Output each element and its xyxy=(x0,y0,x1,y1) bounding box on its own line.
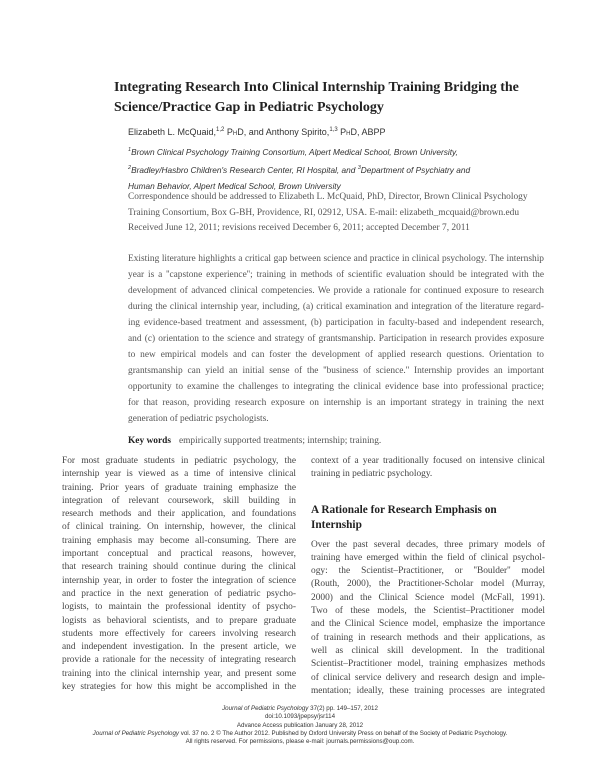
footer-copyright: Journal of Pediatric Psychology vol. 37 no. 2 © The Author 2012. Published by Oxford University Press on behalf of the Society of Pediatric Psychology. xyxy=(92,729,508,737)
title-line: Integrating Research Into Clinical Internship Training Bridging the xyxy=(114,80,519,95)
text-line: internship year is viewed as a time of intensive clinical xyxy=(62,469,296,480)
author-affil-ref: 1,3 xyxy=(329,127,338,133)
article-title xyxy=(114,78,519,118)
text-line: Two of these models, the Scientist–Practitioner model xyxy=(311,606,545,617)
keywords-label: Key words xyxy=(128,436,171,446)
affiliations xyxy=(128,142,470,194)
footer-advance: Advance Access publication January 28, 2012 xyxy=(236,721,364,729)
text-line: year is a ''capstone experience''; training in methods of scientific evaluation should be integrated with the xyxy=(128,270,544,280)
author-name: Elizabeth L. McQuaid, xyxy=(128,127,217,137)
text-line: important conceptual and practical reasons, however, xyxy=(62,549,296,560)
text-line: and practice in the next generation of pediatric psycho- xyxy=(62,588,296,599)
correspondence xyxy=(128,190,528,221)
text-line: logists as behavioral scientists, and to prepare graduate xyxy=(62,615,296,626)
text-line: of clinical training. On internship, however, the clinical xyxy=(62,522,296,533)
text-line: context of a year traditionally focused on intensive clinical xyxy=(311,456,545,466)
text-line: grantsmanship can yield an initial sense of the ''business of science.'' Internship provides an important xyxy=(128,366,544,376)
author-degree: PhD xyxy=(226,127,244,137)
keywords xyxy=(128,436,381,446)
text-line: provide a rationale for the necessity of integrating research xyxy=(62,655,296,666)
text-line: to new empirical models and can foster the development of applied research questions. Orientation to xyxy=(128,350,544,360)
text-line: ing evidence-based treatment and assessment, (b) participation in faculty-based and independent research, xyxy=(128,318,544,328)
text-line: well as clinical skill development. In the traditional xyxy=(311,645,545,656)
text-line: Over the past several decades, three primary models of xyxy=(311,539,545,550)
text-line: that research training should continue during the clinical xyxy=(62,562,296,573)
right-column xyxy=(311,455,545,698)
text-line: training into the clinical internship year, and present some xyxy=(62,668,296,679)
text-line: students more effectively for careers involving research xyxy=(62,628,296,639)
affiliation-line: $^1$Brown Clinical Psychology Training Consortium, Alpert Medical School, Brown University, xyxy=(128,146,458,157)
footer-doi: doi:10.1093/jpepsy/jsr114 xyxy=(264,713,336,721)
text-line: key strategies for how this might be accomplished in the xyxy=(62,682,296,693)
text-line: integration of relevant coursework, skill building in xyxy=(62,495,296,506)
affiliation-line: Human Behavior, Alpert Medical School, Brown University xyxy=(128,180,341,191)
footer xyxy=(0,705,600,746)
text-line: for that reason, providing research exposure on internship is an important strategy in training the next xyxy=(128,398,544,408)
text-line: and independent investigation. In the present article, we xyxy=(62,642,296,653)
text-line: (Routh, 2000), the Practitioner-Scholar model (Murray, xyxy=(311,579,545,590)
text-line: logists, to maintain the professional identity of psycho- xyxy=(62,602,296,613)
text-line: mentation; ideally, these training processes are integrated xyxy=(311,685,545,696)
text-line: development of advanced clinical competencies. We provide a rationale for continued exposure to research xyxy=(128,286,544,296)
text-line: training emphasis may become all-consuming. There are xyxy=(62,535,296,546)
author-name: , and Anthony Spirito, xyxy=(243,127,330,137)
text-line: training in pediatric psychology. xyxy=(311,469,433,480)
text-line: Scientist–Practitioner model, training emphasizes methods xyxy=(311,659,545,670)
author-degree: PhD xyxy=(340,127,358,137)
text-line: research methods and their application, and foundations xyxy=(62,509,296,520)
text-line: internship year, in order to foster the integration of science xyxy=(62,575,296,586)
abstract xyxy=(128,251,544,427)
text-line: For most graduate students in pediatric psychology, the xyxy=(62,456,296,466)
author-line xyxy=(128,127,386,137)
text-line: of clinical service delivery and research design and imple- xyxy=(311,672,545,683)
correspondence-line: Correspondence should be addressed to Elizabeth L. McQuaid, PhD, Director, Brown Clinical Psychology xyxy=(128,192,528,202)
text-line: and the Clinical Science model, emphasize the importance xyxy=(311,619,545,630)
footer-citation: Journal of Pediatric Psychology 37(2) pp. 149–157, 2012 xyxy=(222,705,378,712)
affiliation-line: $^2$Bradley/Hasbro Children's Research Center, RI Hospital, and $^3$Department of Psychiatry and xyxy=(128,164,471,175)
author-degree: , ABPP xyxy=(357,127,386,137)
text-line: 2000) and the Clinical Science model (McFall, 1991). xyxy=(311,592,545,603)
keywords-text: empirically supported treatments; internship; training. xyxy=(178,436,382,446)
footer-rights: All rights reserved. For permissions, please e-mail: journals.permissions@oup.com. xyxy=(185,738,415,746)
section-heading: A Rationale for Research Emphasis on Internship xyxy=(311,503,497,531)
text-line: Existing literature highlights a critical gap between science and practice in clinical psychology. The internship xyxy=(128,254,544,264)
received-dates: Received June 12, 2011; revisions received December 6, 2011; accepted December 7, 2011 xyxy=(128,223,470,233)
text-line: of training in research methods and their applications, as xyxy=(311,632,545,643)
text-line: and (c) orientation to the science and strategy of grantsmanship. Participation in research provides exposure xyxy=(128,334,544,344)
correspondence-line: Training Consortium, Box G-BH, Providence, RI, 02912, USA. E-mail: elizabeth_mcquaid@brown.edu xyxy=(128,207,520,218)
text-line: opportunity to examine the challenges to integrating the clinical evidence base into professional practice; xyxy=(128,382,544,392)
text-line: training. Prior years of graduate training emphasize the xyxy=(62,482,296,493)
left-column xyxy=(62,455,296,694)
text-line: during the clinical internship year, including, (a) critical examination and integration of the literature regard- xyxy=(128,302,544,312)
text-line: training have emerged within the field of clinical psychol- xyxy=(311,552,545,563)
text-line: generation of pediatric psychologists. xyxy=(128,414,269,424)
text-line: ogy: the Scientist–Practitioner, or ''Boulder'' model xyxy=(311,566,545,577)
author-affil-ref: 1,2 xyxy=(216,127,225,133)
title-line: Science/Practice Gap in Pediatric Psychology xyxy=(114,100,384,115)
